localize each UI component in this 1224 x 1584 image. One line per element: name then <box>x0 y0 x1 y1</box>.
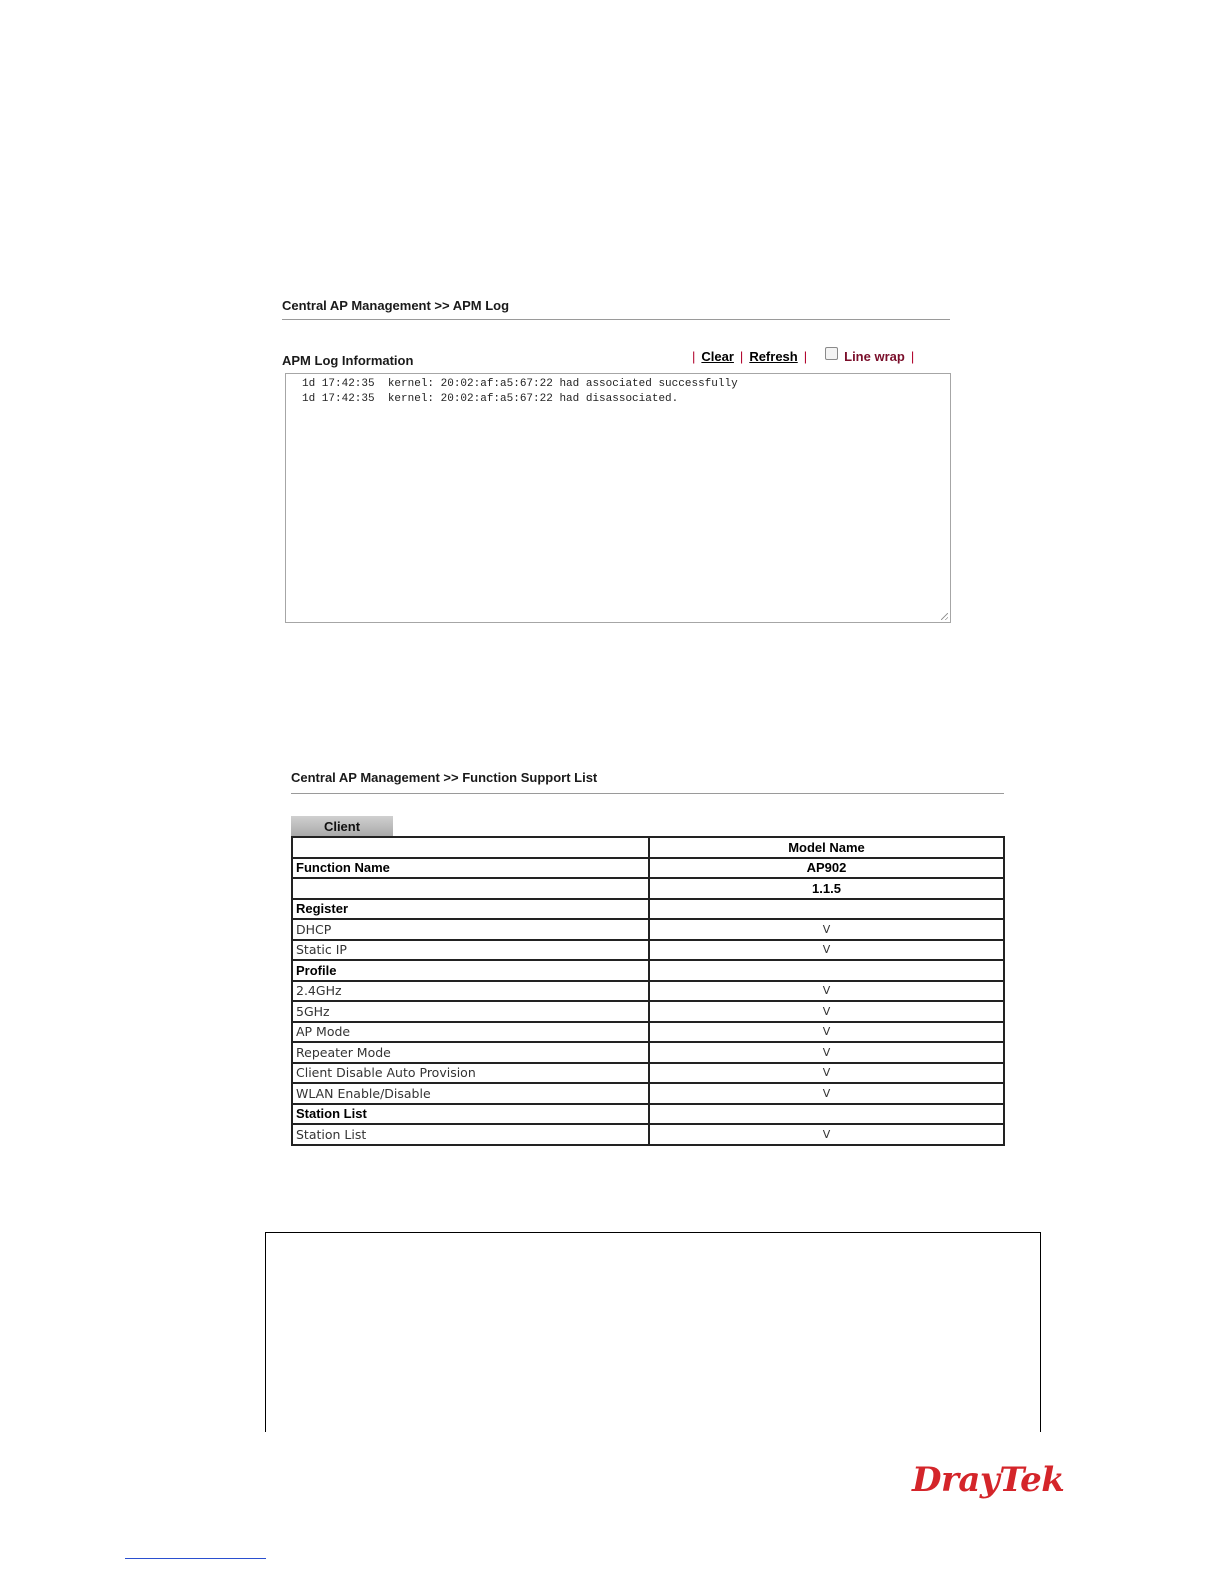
table-row <box>292 899 1004 920</box>
table-row <box>292 1042 1004 1063</box>
table-row <box>292 1001 1004 1022</box>
section-header-cell: Profile <box>292 960 649 981</box>
refresh-link[interactable]: Refresh <box>749 349 798 364</box>
separator: | <box>910 349 915 364</box>
section-header-cell: Station List <box>292 1104 649 1125</box>
support-value-cell: V <box>649 1001 1004 1022</box>
function-name-cell: DHCP <box>292 919 649 940</box>
table-row <box>292 1104 1004 1125</box>
support-value-cell <box>649 899 1004 920</box>
log-line: 1d 17:42:35 kernel: 20:02:af:a5:67:22 had disassociated. <box>302 393 679 405</box>
version-value: 1.1.5 <box>649 878 1004 899</box>
support-value-cell: V <box>649 1083 1004 1104</box>
support-value-cell: V <box>649 1124 1004 1145</box>
function-support-table-container <box>291 836 1005 1180</box>
line-wrap-label[interactable]: Line wrap <box>844 349 905 364</box>
function-name-cell: Station List <box>292 1124 649 1145</box>
table-row <box>292 1124 1004 1145</box>
table-row <box>292 919 1004 940</box>
model-name-header: Model Name <box>649 837 1004 858</box>
function-name-header: Function Name <box>292 858 649 879</box>
function-support-table <box>291 836 1005 1146</box>
function-name-cell: Static IP <box>292 940 649 961</box>
support-value-cell <box>649 960 1004 981</box>
support-value-cell: V <box>649 981 1004 1002</box>
support-value-cell: V <box>649 1042 1004 1063</box>
log-actions-bar <box>686 349 920 364</box>
support-value-cell: V <box>649 919 1004 940</box>
table-row <box>292 960 1004 981</box>
table-cell <box>292 837 649 858</box>
resize-grip-icon[interactable] <box>941 613 948 620</box>
tab-client[interactable]: Client <box>291 816 393 836</box>
function-name-cell: AP Mode <box>292 1022 649 1043</box>
support-value-cell: V <box>649 1022 1004 1043</box>
table-row <box>292 1063 1004 1084</box>
table-row <box>292 1022 1004 1043</box>
model-value: AP902 <box>649 858 1004 879</box>
table-row <box>292 878 1004 899</box>
line-wrap-checkbox[interactable] <box>825 347 838 360</box>
table-cell <box>292 878 649 899</box>
separator: | <box>803 349 808 364</box>
table-row <box>292 981 1004 1002</box>
note-box <box>265 1232 1041 1432</box>
separator: | <box>692 349 696 364</box>
function-support-breadcrumb: Central AP Management >> Function Support List <box>291 770 598 785</box>
draytek-logo: DrayTek <box>912 1460 1065 1500</box>
table-row <box>292 837 1004 858</box>
table-fade <box>291 1172 1005 1182</box>
table-row <box>292 1083 1004 1104</box>
apm-log-textarea[interactable] <box>285 373 951 623</box>
apm-log-breadcrumb: Central AP Management >> APM Log <box>282 298 510 313</box>
section-header-cell: Register <box>292 899 649 920</box>
apm-log-information-label: APM Log Information <box>282 353 414 368</box>
separator: | <box>739 349 744 364</box>
table-row <box>292 858 1004 879</box>
support-value-cell <box>649 1104 1004 1125</box>
support-value-cell: V <box>649 1063 1004 1084</box>
support-value-cell: V <box>649 940 1004 961</box>
table-row <box>292 940 1004 961</box>
clear-link[interactable]: Clear <box>701 349 734 364</box>
function-name-cell: WLAN Enable/Disable <box>292 1083 649 1104</box>
function-support-divider <box>291 793 1004 794</box>
footer-line <box>125 1558 266 1559</box>
function-name-cell: Repeater Mode <box>292 1042 649 1063</box>
log-line: 1d 17:42:35 kernel: 20:02:af:a5:67:22 had associated successfully <box>302 378 738 390</box>
function-name-cell: 5GHz <box>292 1001 649 1022</box>
function-name-cell: 2.4GHz <box>292 981 649 1002</box>
apm-log-divider <box>282 319 950 320</box>
function-name-cell: Client Disable Auto Provision <box>292 1063 649 1084</box>
